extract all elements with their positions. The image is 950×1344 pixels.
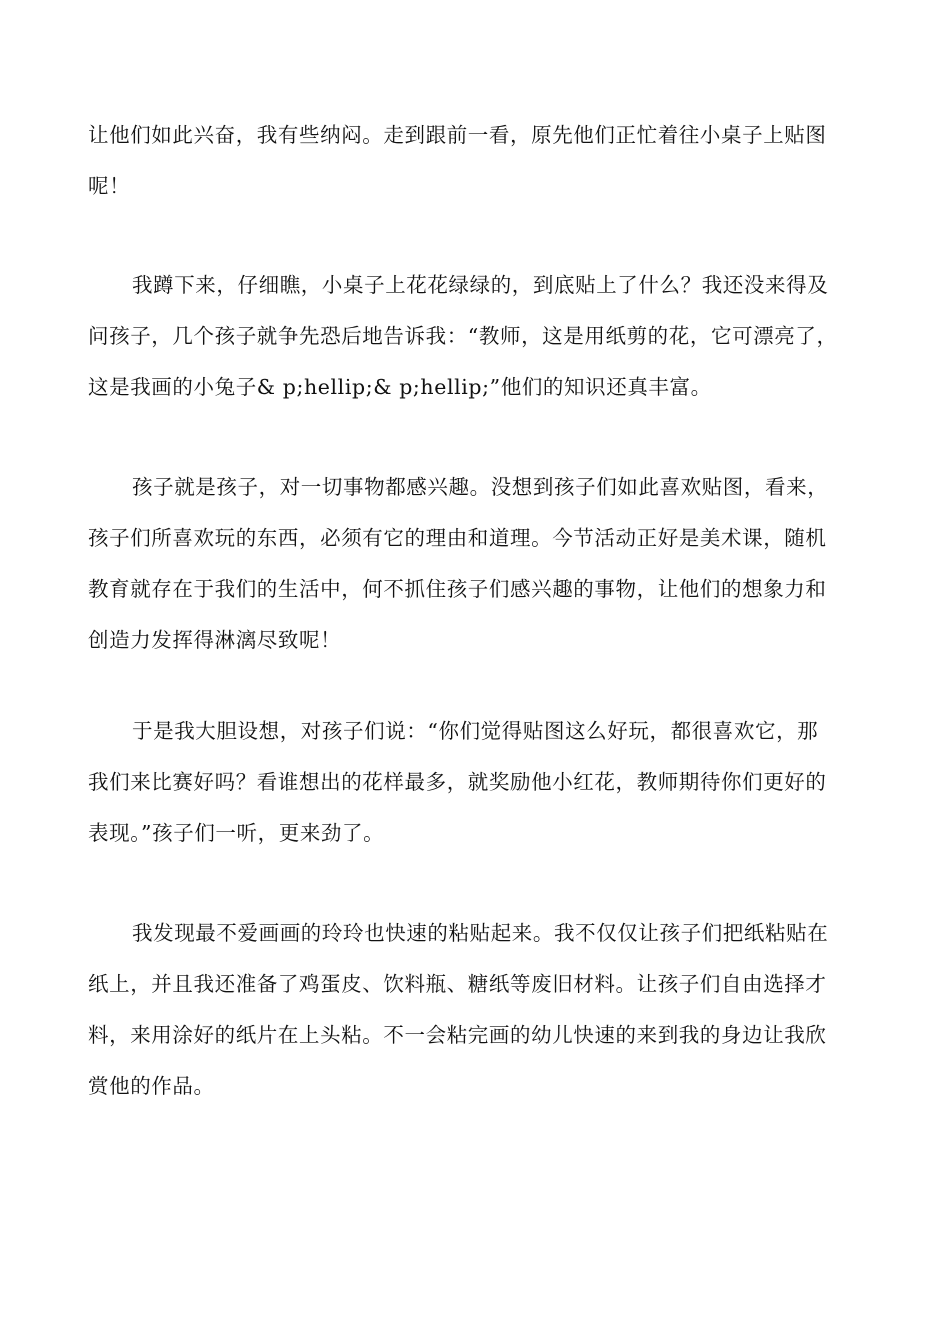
paragraph-line: 表现。”孩子们一听，更来劲了。 <box>88 821 385 845</box>
paragraph-line: 我蹲下来，仔细瞧，小桌子上花花绿绿的，到底贴上了什么？我还没来得及 <box>132 273 829 297</box>
paragraph-line: 这是我画的小兔子& p;hellip;& p;hellip;”他们的知识还真丰富。 <box>88 375 712 399</box>
paragraph-line: 于是我大胆设想，对孩子们说：“你们觉得贴图这么好玩，都很喜欢它，那 <box>132 719 819 743</box>
paragraph-2 <box>88 260 864 413</box>
paragraph-line: 料，来用涂好的纸片在上头粘。不一会粘完画的幼儿快速的来到我的身边让我欣 <box>88 1023 827 1047</box>
paragraph-3 <box>88 462 864 666</box>
paragraph-line: 呢！ <box>88 174 131 198</box>
paragraph-line: 让他们如此兴奋，我有些纳闷。走到跟前一看，原先他们正忙着往小桌子上贴图 <box>88 123 827 147</box>
paragraph-5 <box>88 908 864 1112</box>
paragraph-line: 孩子们所喜欢玩的东西，必须有它的理由和道理。今节活动正好是美术课，随机 <box>88 526 827 550</box>
paragraph-line: 教育就存在于我们的生活中，何不抓住孩子们感兴趣的事物，让他们的想象力和 <box>88 577 827 601</box>
paragraph-line: 问孩子，几个孩子就争先恐后地告诉我：“教师，这是用纸剪的花，它可漂亮了， <box>88 324 838 348</box>
paragraph-line: 创造力发挥得淋漓尽致呢！ <box>88 628 342 652</box>
paragraph-line: 我们来比赛好吗？看谁想出的花样最多，就奖励他小红花，教师期待你们更好的 <box>88 770 827 794</box>
paragraph-line: 我发现最不爱画画的玲玲也快速的粘贴起来。我不仅仅让孩子们把纸粘贴在 <box>132 921 829 945</box>
paragraph-line: 孩子就是孩子，对一切事物都感兴趣。没想到孩子们如此喜欢贴图，看来， <box>132 475 829 499</box>
paragraph-1 <box>88 110 864 212</box>
paragraph-4 <box>88 706 864 859</box>
paragraph-line: 赏他的作品。 <box>88 1074 215 1098</box>
paragraph-line: 纸上，并且我还准备了鸡蛋皮、饮料瓶、糖纸等废旧材料。让孩子们自由选择才 <box>88 972 827 996</box>
